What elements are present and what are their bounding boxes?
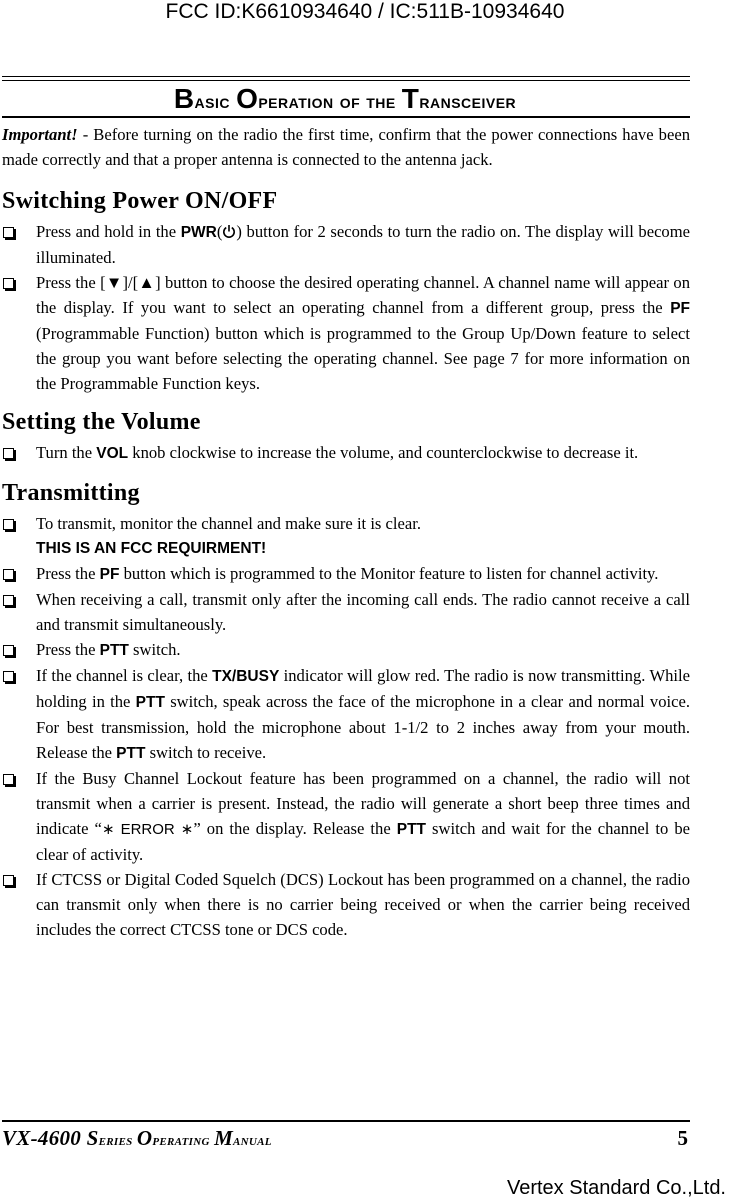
volume-list <box>2 440 690 466</box>
transmit-list <box>2 511 690 942</box>
ptt-key: PTT <box>396 821 427 838</box>
ptt-key: PTT <box>135 694 165 711</box>
page-content <box>2 122 690 942</box>
checkbox-icon <box>3 569 14 580</box>
fcc-notice: THIS IS AN FCC REQUIRMENT! <box>36 540 267 557</box>
page-number: 5 <box>677 1126 688 1150</box>
list-item: To transmit, monitor the channel and make sure it is clear. THIS IS AN FCC REQUIRMENT! <box>2 511 690 561</box>
list-item: Press and hold in the PWR( ) button for 2 seconds to turn the radio on. The display will become illuminated. <box>2 219 690 270</box>
fcc-id-header: FCC ID:K6610934640 / IC:511B-10934640 <box>165 0 565 23</box>
checkbox-icon <box>3 278 14 289</box>
section-heading-power: Switching Power ON/OFF <box>2 188 278 214</box>
pf-key: PF <box>670 300 690 317</box>
footer-rule <box>2 1120 690 1122</box>
checkbox-icon <box>3 227 14 238</box>
list-item: When receiving a call, transmit only after the incoming call ends. The radio cannot receive a call and transmit simultaneously. <box>2 587 690 637</box>
important-label: Important! <box>2 125 78 144</box>
list-item: If the channel is clear, the TX/BUSY indicator will glow red. The radio is now transmitting. While holding in the PTT switch, speak across the face of the microphone in a clear and normal voice. For best transmission, hold the microphone about 1-1/2 to 2 inches away from your mouth. Release the PTT switch to receive. <box>2 663 690 766</box>
pwr-key: PWR <box>180 224 217 241</box>
list-item: If CTCSS or Digital Coded Squelch (DCS) Lockout has been programmed on a channel, the radio can transmit only when there is no carrier being received or when the carrier being received includes the correct CTCSS tone or DCS code. <box>2 867 690 942</box>
list-item: Press the [▼]/[▲] button to choose the desired operating channel. A channel name will appear on the display. If you want to select an operating channel from a different group, press the PF (Programmable Function) button which is programmed to the Group Up/Down feature to select the group you want before selecting the operating channel. See page 7 for more information on the Programmable Function keys. <box>2 270 690 396</box>
checkbox-icon <box>3 595 14 606</box>
title-rule <box>2 116 690 118</box>
checkbox-icon <box>3 519 14 530</box>
checkbox-icon <box>3 645 14 656</box>
vol-key: VOL <box>96 445 129 462</box>
intro-paragraph: Important! - Before turning on the radio the first time, confirm that the power connections have been made correctly and that a proper antenna is connected to the antenna jack. <box>2 125 690 169</box>
list-item: Turn the VOL knob clockwise to increase the volume, and counterclockwise to decrease it. <box>2 440 690 466</box>
section-heading-transmit: Transmitting <box>2 480 140 506</box>
ptt-key: PTT <box>116 745 146 762</box>
checkbox-icon <box>3 875 14 886</box>
ptt-key: PTT <box>99 642 129 659</box>
company-name: Vertex Standard Co.,Ltd. <box>506 1177 726 1199</box>
pf-key: PF <box>99 566 120 583</box>
tx-busy-indicator: TX/BUSY <box>212 668 280 685</box>
section-heading-volume: Setting the Volume <box>2 409 201 435</box>
footer-manual-title: VX-4600 Series Operating Manual <box>2 1126 272 1150</box>
list-item: If the Busy Channel Lockout feature has been programmed on a channel, the radio will not transmit when a carrier is present. Instead, the radio will generate a short beep three times and indicate “∗ ERROR ∗” on the display. Release the PTT switch and wait for the channel to be clear of activity. <box>2 766 690 867</box>
checkbox-icon <box>3 774 14 785</box>
list-item: Press the PF button which is programmed to the Monitor feature to listen for channel activity. <box>2 561 690 587</box>
list-item: Press the PTT switch. <box>2 637 690 663</box>
top-double-rule <box>2 76 690 81</box>
checkbox-icon <box>3 448 14 459</box>
page-title: Basic Operation of the Transceiver <box>173 83 517 114</box>
power-list <box>2 219 690 396</box>
checkbox-icon <box>3 671 14 682</box>
error-display-text: ∗ ERROR ∗ <box>101 821 194 838</box>
power-icon <box>222 224 236 239</box>
